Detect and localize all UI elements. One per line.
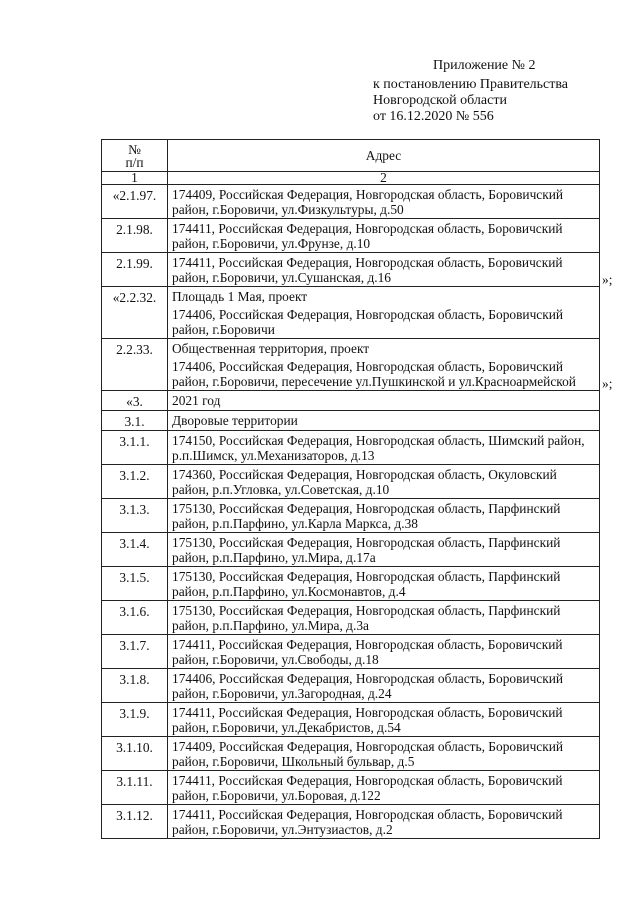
table-row (102, 391, 600, 411)
row-number: 3.1.11. (102, 771, 168, 805)
table-row (102, 771, 600, 805)
address-text: 174411, Российская Федерация, Новгородская область, Боровичский район, г.Боровичи, ул.Сушанская, д.16 (172, 255, 563, 285)
row-address (168, 737, 600, 771)
table-row (102, 431, 600, 465)
row-address (168, 339, 600, 391)
row-number: 2.2.33. (102, 339, 168, 391)
row-number: 3.1.3. (102, 499, 168, 533)
address-text: 174150, Российская Федерация, Новгородская область, Шимский район, р.п.Шимск, ул.Механизаторов, д.13 (172, 433, 585, 463)
row-address (168, 635, 600, 669)
row-number: 3.1.8. (102, 669, 168, 703)
appendix-header (373, 58, 613, 125)
row-address (168, 771, 600, 805)
row-number: 3.1.10. (102, 737, 168, 771)
row-number: 3.1.2. (102, 465, 168, 499)
column-index-1: 1 (102, 172, 168, 185)
address-text: 174409, Российская Федерация, Новгородская область, Боровичский район, г.Боровичи, ул.Физкультуры, д.50 (172, 187, 564, 217)
row-number: «2.2.32. (102, 287, 168, 339)
header-line-1: к постановлению Правительства (373, 77, 569, 92)
address-text: 175130, Российская Федерация, Новгородская область, Парфинский район, р.п.Парфино, ул.Космонавтов, д.4 (172, 569, 561, 599)
table-row (102, 253, 600, 287)
table-row (102, 669, 600, 703)
address-text: Дворовые территории (172, 413, 298, 428)
address-text: 174411, Российская Федерация, Новгородская область, Боровичский район, г.Боровичи, ул.Декабристов, д.54 (172, 705, 563, 735)
row-number: 3.1.4. (102, 533, 168, 567)
header-line-3: от 16.12.2020 № 556 (373, 109, 494, 124)
table-row (102, 635, 600, 669)
row-number: 3.1.6. (102, 601, 168, 635)
address-text: 174409, Российская Федерация, Новгородская область, Боровичский район, г.Боровичи, Школьный бульвар, д.5 (172, 739, 564, 769)
row-number: 3.1.1. (102, 431, 168, 465)
address-text: 174406, Российская Федерация, Новгородская область, Боровичский район, г.Боровичи (172, 307, 564, 337)
address-text: 174360, Российская Федерация, Новгородская область, Окуловский район, р.п.Угловка, ул.Советская, д.10 (172, 467, 557, 497)
table-row (102, 219, 600, 253)
row-address (168, 533, 600, 567)
address-text: 174411, Российская Федерация, Новгородская область, Боровичский район, г.Боровичи, ул.Энтузиастов, д.2 (172, 807, 563, 837)
table-index-row (102, 172, 600, 185)
address-text: 174406, Российская Федерация, Новгородская область, Боровичский район, г.Боровичи, ул.Загородная, д.24 (172, 671, 564, 701)
row-address (168, 185, 600, 219)
table-row (102, 339, 600, 391)
row-address (168, 669, 600, 703)
row-number: 2.1.98. (102, 219, 168, 253)
column-header-number: № п/п (102, 140, 168, 172)
column-header-address: Адрес (168, 140, 600, 172)
row-address (168, 411, 600, 431)
address-table (101, 139, 600, 839)
table-row (102, 703, 600, 737)
address-text: 174411, Российская Федерация, Новгородская область, Боровичский район, г.Боровичи, ул.Свободы, д.18 (172, 637, 563, 667)
header-line-2: Новгородской области (373, 93, 507, 108)
column-index-2: 2 (168, 172, 600, 185)
row-address (168, 567, 600, 601)
row-address (168, 253, 600, 287)
row-number: 3.1.5. (102, 567, 168, 601)
row-number: «2.1.97. (102, 185, 168, 219)
row-address (168, 391, 600, 411)
row-address (168, 601, 600, 635)
row-number: 3.1.9. (102, 703, 168, 737)
table-row (102, 185, 600, 219)
row-number: 2.1.99. (102, 253, 168, 287)
row-number: «3. (102, 391, 168, 411)
row-address (168, 431, 600, 465)
row-address (168, 219, 600, 253)
address-text: 2021 год (172, 393, 221, 408)
table-row (102, 287, 600, 339)
address-text: Общественная территория, проект (172, 341, 370, 356)
row-address (168, 465, 600, 499)
closing-quote-1: »; (602, 271, 613, 287)
row-address (168, 805, 600, 839)
row-address (168, 703, 600, 737)
table-row (102, 805, 600, 839)
address-text: 174411, Российская Федерация, Новгородская область, Боровичский район, г.Боровичи, ул.Боровая, д.122 (172, 773, 563, 803)
address-text: 175130, Российская Федерация, Новгородская область, Парфинский район, р.п.Парфино, ул.Мира, д.3а (172, 603, 561, 633)
row-address (168, 499, 600, 533)
closing-quote-2: »; (602, 375, 613, 391)
row-number: 3.1.12. (102, 805, 168, 839)
table-row (102, 533, 600, 567)
table-row (102, 567, 600, 601)
table-row (102, 465, 600, 499)
address-text: 174411, Российская Федерация, Новгородская область, Боровичский район, г.Боровичи, ул.Фрунзе, д.10 (172, 221, 563, 251)
table-row (102, 499, 600, 533)
table-row (102, 601, 600, 635)
row-address (168, 287, 600, 339)
address-text: 174406, Российская Федерация, Новгородская область, Боровичский район, г.Боровичи, пересечение ул.Пушкинской и ул.Красноармейской (172, 359, 576, 389)
table-header-row (102, 140, 600, 172)
address-text: Площадь 1 Мая, проект (172, 289, 308, 304)
address-text: 175130, Российская Федерация, Новгородская область, Парфинский район, р.п.Парфино, ул.Мира, д.17а (172, 535, 561, 565)
address-text: 175130, Российская Федерация, Новгородская область, Парфинский район, р.п.Парфино, ул.Карла Маркса, д.38 (172, 501, 561, 531)
table-row (102, 737, 600, 771)
appendix-title: Приложение № 2 (433, 58, 536, 73)
row-number: 3.1.7. (102, 635, 168, 669)
row-number: 3.1. (102, 411, 168, 431)
table-row (102, 411, 600, 431)
